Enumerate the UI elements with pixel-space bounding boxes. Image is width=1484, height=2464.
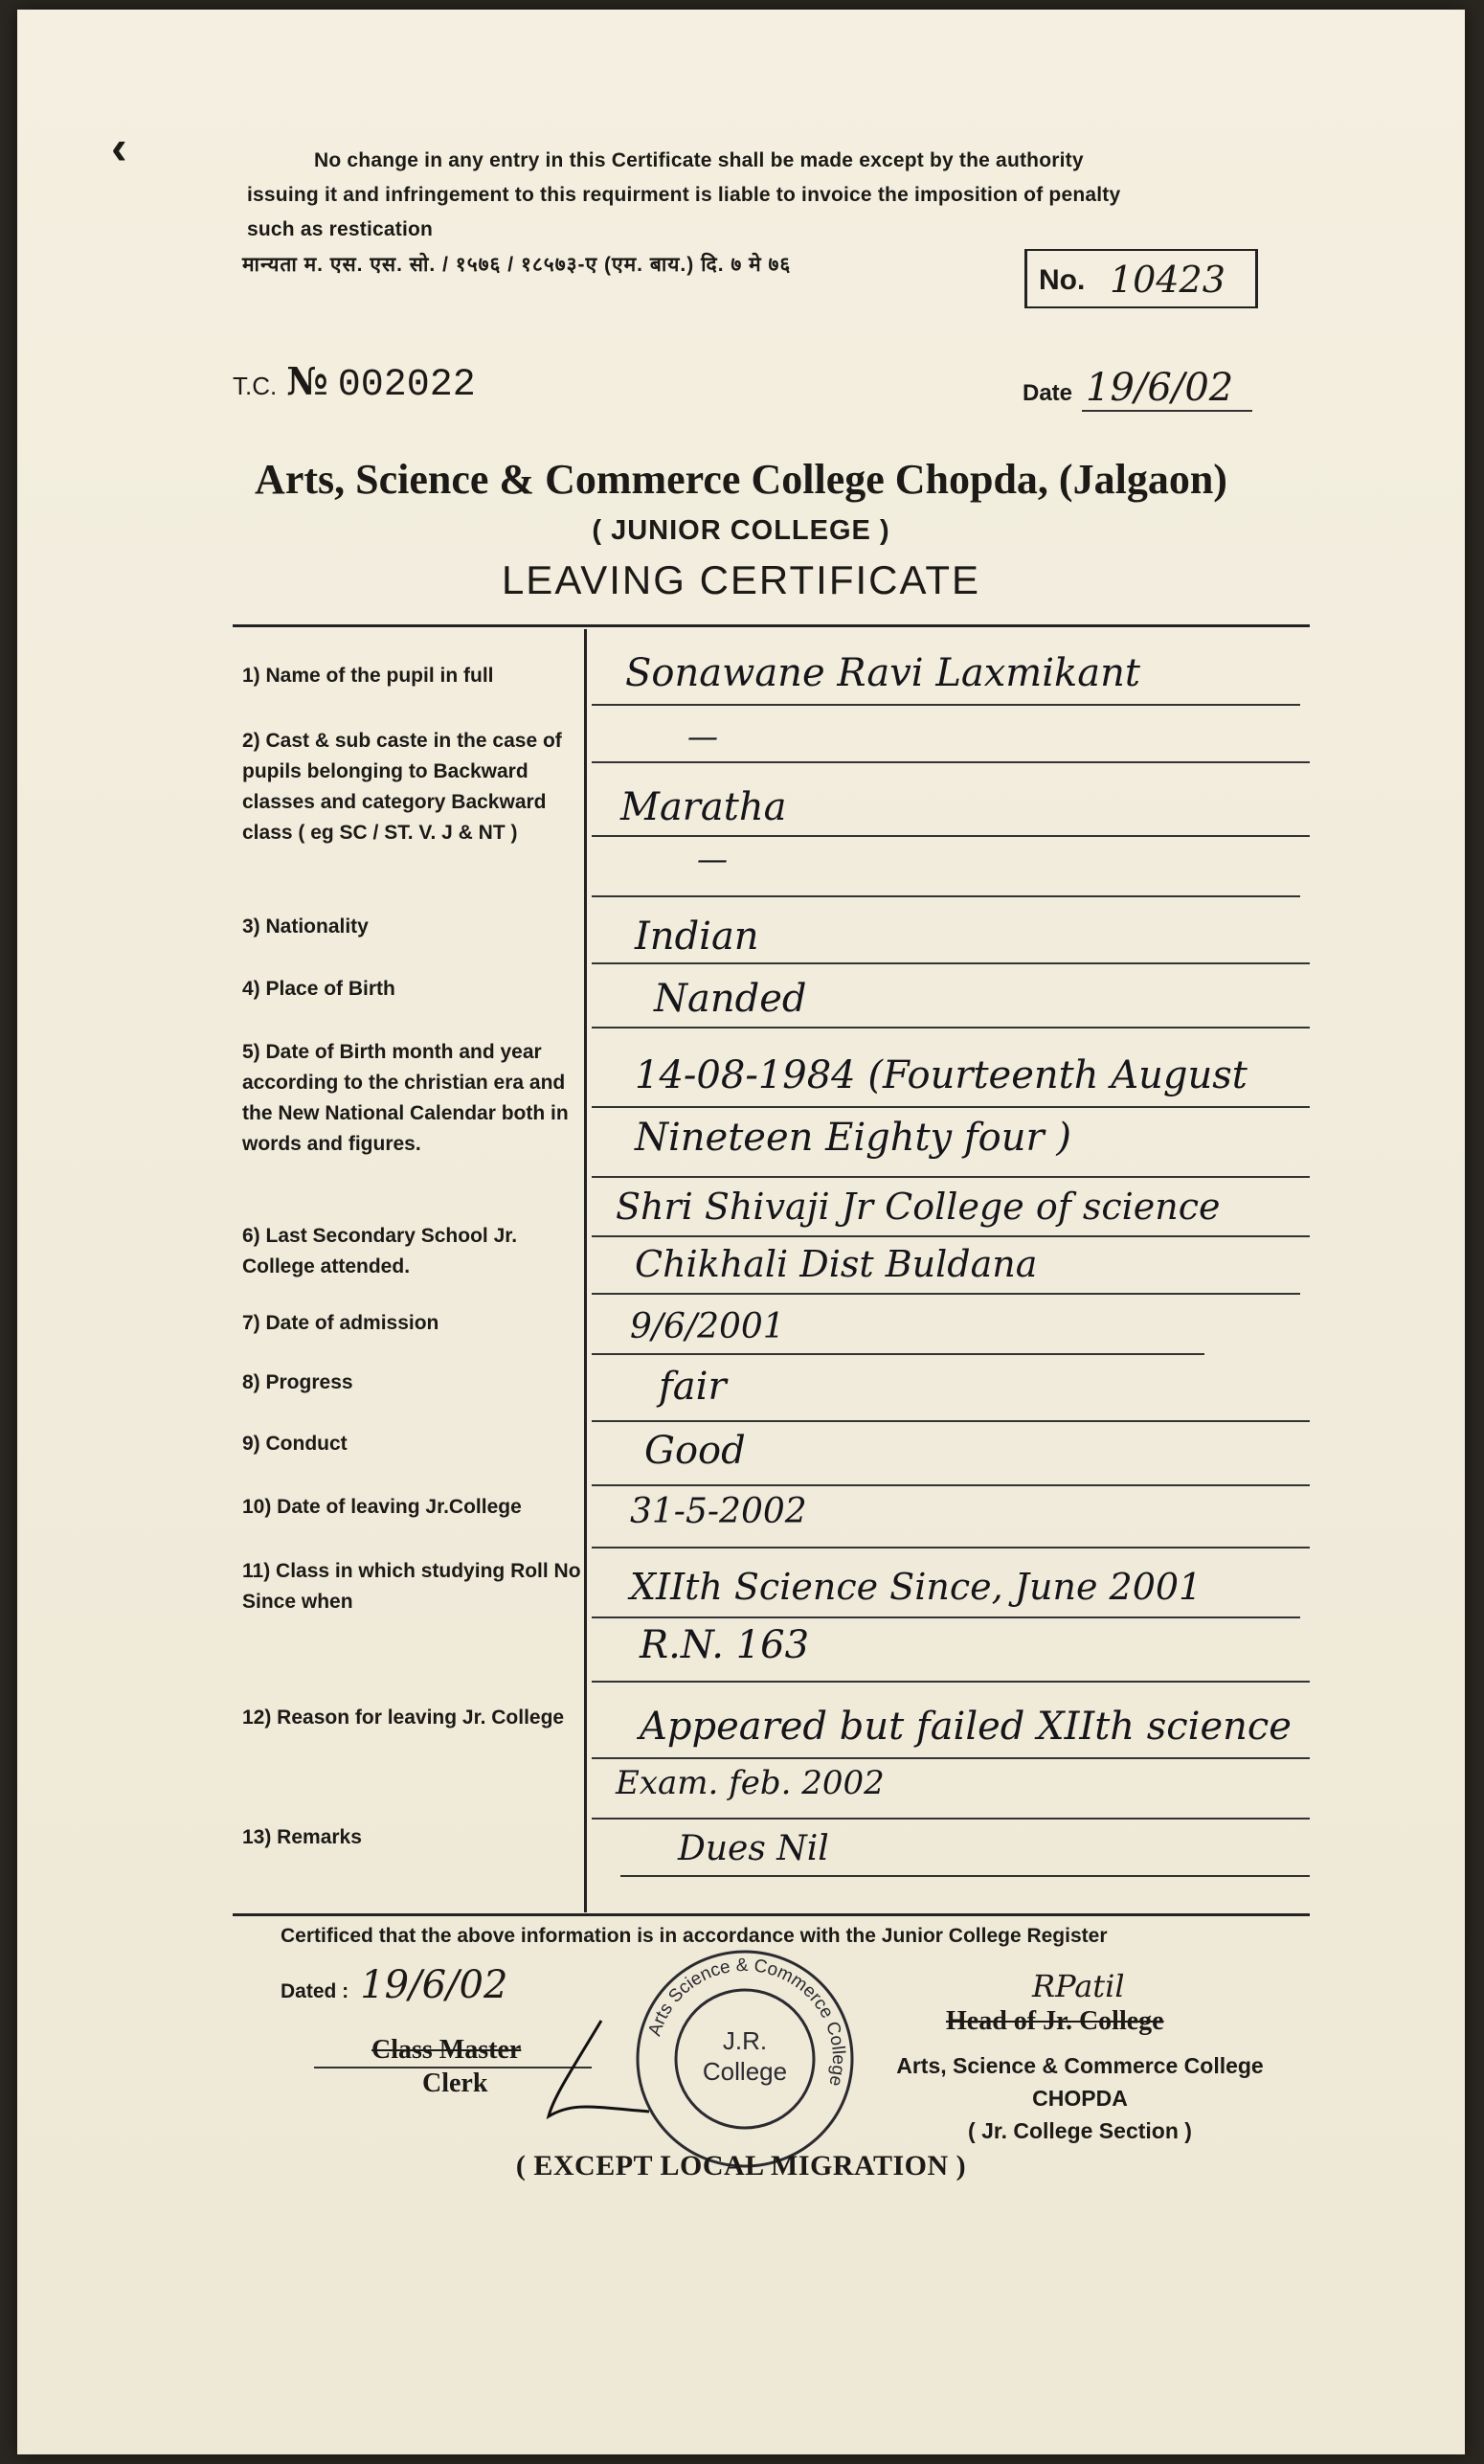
- college-seal: [630, 1944, 860, 2174]
- document-title: LEAVING CERTIFICATE: [501, 557, 981, 602]
- head-title: Head of Jr. College: [946, 2006, 1164, 2036]
- field-label-3: 3) Nationality: [242, 916, 369, 938]
- clerk-label: Clerk: [422, 2068, 488, 2098]
- rule: [592, 1176, 1310, 1178]
- college-address-line1: Arts, Science & Commerce College: [896, 2053, 1264, 2078]
- notice-line-1: No change in any entry in this Certificate shall be made except by the authority: [314, 149, 1084, 171]
- register-number-box: [1024, 249, 1258, 308]
- rule: [592, 1293, 1300, 1295]
- certificate-paper: [17, 10, 1465, 2454]
- value-name: Sonawane Ravi Laxmikant: [625, 651, 1140, 695]
- head-signature: RPatil: [1032, 1968, 1125, 2004]
- rule: [592, 895, 1300, 897]
- certification-text: Certificed that the above information is in accordance with the Junior College Register: [281, 1925, 1108, 1947]
- register-number-label: No.: [1039, 264, 1086, 296]
- table-bottom-rule: [233, 1913, 1310, 1916]
- rule: [592, 1235, 1310, 1237]
- rule: [592, 1547, 1310, 1548]
- rule: [592, 962, 1310, 964]
- field-label-11: 11) Class in which studying Roll No Since when: [242, 1560, 581, 1613]
- rule: [592, 835, 1310, 837]
- rule: [592, 1616, 1300, 1618]
- tc-label: T.C.: [233, 372, 278, 400]
- value-class: XIIth Science Since, June 2001: [630, 1566, 1203, 1608]
- rule: [592, 1818, 1310, 1820]
- seal-outer-text: Arts Science & Commerce College: [644, 1955, 849, 2089]
- dated-value: 19/6/02: [360, 1963, 508, 2007]
- tc-number-value: 002022: [337, 364, 476, 407]
- notice-text: [247, 144, 1319, 247]
- rule: [592, 1106, 1310, 1108]
- field-label-8: 8) Progress: [242, 1371, 353, 1393]
- field-label-10: 10) Date of leaving Jr.College: [242, 1496, 522, 1518]
- field-label-6: 6) Last Secondary School Jr. College attended.: [242, 1225, 518, 1277]
- class-master-label: Class Master: [371, 2035, 522, 2065]
- value-nationality: Indian: [635, 915, 759, 959]
- value-conduct: Good: [644, 1429, 746, 1473]
- value-reason-line2: Exam. feb. 2002: [616, 1764, 885, 1802]
- college-section: ( JUNIOR COLLEGE ): [592, 515, 890, 546]
- tc-no-sign: №: [286, 359, 328, 404]
- field-label-7: 7) Date of admission: [242, 1312, 439, 1334]
- head-label: [946, 2006, 1164, 2037]
- value-caste: Maratha: [620, 785, 787, 829]
- approval-reference: मान्यता म. एस. एस. सो. / १५७६ / १८५७३-ए (एम. बाय.) दि. ७ मे ७६: [242, 254, 792, 276]
- notice-line-3: such as restication: [247, 218, 434, 240]
- college-address-line2: CHOPDA: [1032, 2086, 1128, 2111]
- value-dob-line2: Nineteen Eighty four ): [635, 1116, 1071, 1160]
- rule: [592, 1757, 1310, 1759]
- field-label-1: 1) Name of the pupil in full: [242, 665, 494, 687]
- rule: [592, 1484, 1310, 1486]
- certification-date: [281, 1963, 507, 2007]
- value-caste-line1: —: [687, 718, 718, 755]
- rule: [592, 1027, 1310, 1029]
- rule: [592, 1420, 1310, 1422]
- rule: [592, 1681, 1310, 1683]
- rule: [592, 761, 1310, 763]
- rule: [592, 1353, 1204, 1355]
- value-school-line1: Shri Shivaji Jr College of science: [616, 1186, 1221, 1228]
- rule: [592, 704, 1300, 706]
- issue-date: [1023, 366, 1252, 410]
- college-address-line3: ( Jr. College Section ): [968, 2118, 1192, 2143]
- value-admission-date: 9/6/2001: [630, 1307, 785, 1346]
- value-dob-line1: 14-08-1984 (Fourteenth August: [635, 1053, 1248, 1097]
- seal-inner-line2: College: [702, 2057, 788, 2086]
- college-address: [860, 2049, 1300, 2147]
- scratch-mark: ‹: [111, 121, 127, 174]
- issue-date-value: 19/6/02: [1082, 366, 1252, 412]
- register-number-value: 10423: [1110, 259, 1225, 301]
- rule: [620, 1875, 1310, 1877]
- notice-line-2: issuing it and infringement to this requirment is liable to invoice the imposition of penalty: [247, 184, 1121, 206]
- value-progress: fair: [659, 1365, 727, 1409]
- field-label-9: 9) Conduct: [242, 1433, 348, 1455]
- field-label-2: 2) Cast & sub caste in the case of pupils belonging to Backward classes and category Backward class ( eg SC / ST. V. J & NT ): [242, 730, 562, 844]
- value-roll-no: R.N. 163: [640, 1623, 810, 1667]
- college-name: Arts, Science & Commerce College Chopda, (Jalgaon): [255, 456, 1227, 503]
- field-label-12: 12) Reason for leaving Jr. College: [242, 1707, 565, 1729]
- seal-inner-line1: J.R.: [722, 2026, 768, 2055]
- value-place-of-birth: Nanded: [654, 977, 807, 1021]
- field-label-13: 13) Remarks: [242, 1826, 362, 1848]
- footer-note: ( EXCEPT LOCAL MIGRATION ): [515, 2150, 967, 2181]
- field-label-4: 4) Place of Birth: [242, 978, 395, 1000]
- value-remarks: Dues Nil: [678, 1829, 829, 1868]
- value-reason-line1: Appeared but failed XIIth science: [640, 1705, 1292, 1749]
- table-top-rule: [233, 624, 1310, 627]
- value-school-line2: Chikhali Dist Buldana: [635, 1243, 1038, 1285]
- tc-number: [233, 359, 476, 407]
- dated-label: Dated :: [281, 1980, 349, 2002]
- field-label-5: 5) Date of Birth month and year according to the christian era and the New National Calendar both in words and figures.: [242, 1041, 569, 1155]
- value-leaving-date: 31-5-2002: [630, 1492, 807, 1531]
- issue-date-label: Date: [1023, 380, 1073, 406]
- value-category: —: [697, 841, 728, 877]
